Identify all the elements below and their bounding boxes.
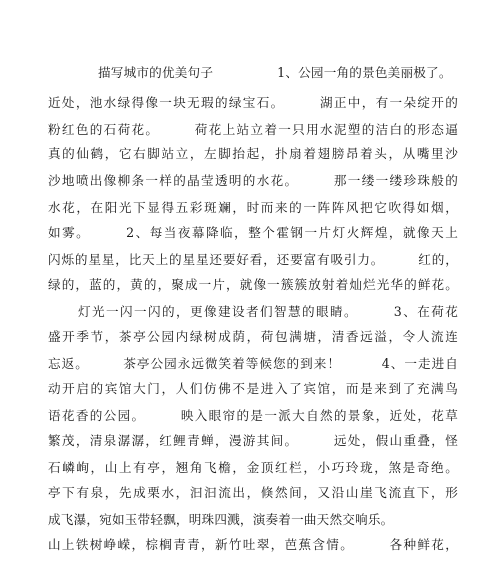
text-line: 山上铁树峥嵘，棕榈青青，新竹吐翠，芭蕉含情。 各种鲜花， <box>48 537 458 552</box>
text-line: 语花香的公园。 映入眼帘的是一派大自然的景象，近处，花草 <box>48 408 458 423</box>
text-line: 盛开季节，茶亭公园内绿树成荫，荷包满塘，清香远溢，令人流连 <box>48 329 458 344</box>
text-line: 亭下有泉，先成栗水，汩汩流出，倏然间，又沿山崖飞流直下，形 <box>48 485 458 500</box>
text-line: 如雾。 2、每当夜幕降临，整个霍钢一片灯火辉煌，就像天上 <box>48 225 458 240</box>
text-line: 繁茂，清泉潺潺，红鲤青蝉，漫游其间。 远处，假山重叠，怪 <box>48 433 458 448</box>
text-line: 沙地喷出像柳条一样的晶莹透明的水花。 那一缕一缕珍珠般的 <box>48 173 458 188</box>
text-line: 描写城市的优美句子 1、公园一角的景色美丽极了。 <box>98 65 452 80</box>
text-line: 石嶙峋，山上有亭，翘角飞檐，金顶红栏，小巧玲珑，煞是奇绝。 <box>48 460 458 475</box>
text-line: 真的仙鹤，它右脚站立，左脚抬起，扑扇着翅膀昂着头，从嘴里沙 <box>48 146 458 161</box>
text-line: 近处，池水绿得像一块无瑕的绿宝石。 湖正中，有一朵绽开的 <box>48 95 458 110</box>
text-line: 水花，在阳光下显得五彩斑斓，时而来的一阵阵风把它吹得如烟， <box>48 200 458 215</box>
text-line: 动开启的宾馆大门，人们仿佛不是进入了宾馆，而是来到了充满鸟 <box>48 381 458 396</box>
text-line: 灯光一闪一闪的，更像建设者们智慧的眼睛。 3、在荷花 <box>78 304 458 319</box>
text-line: 绿的，蓝的，黄的，聚成一片，就像一簇簇放射着灿烂光华的鲜花。 <box>48 277 458 292</box>
text-line: 粉红色的石荷花。 荷花上站立着一只用水泥塑的洁白的形态逼 <box>48 122 458 137</box>
text-line: 闪烁的星星，比天上的星星还要好看，还要富有吸引力。 红的， <box>48 252 458 267</box>
text-line: 成飞瀑，宛如玉带轻飘，明珠四溅，演奏着一曲天然交响乐。 <box>48 512 394 527</box>
text-line: 忘返。 茶亭公园永远微笑着等候您的到来！ 4、一走进自 <box>48 356 458 371</box>
